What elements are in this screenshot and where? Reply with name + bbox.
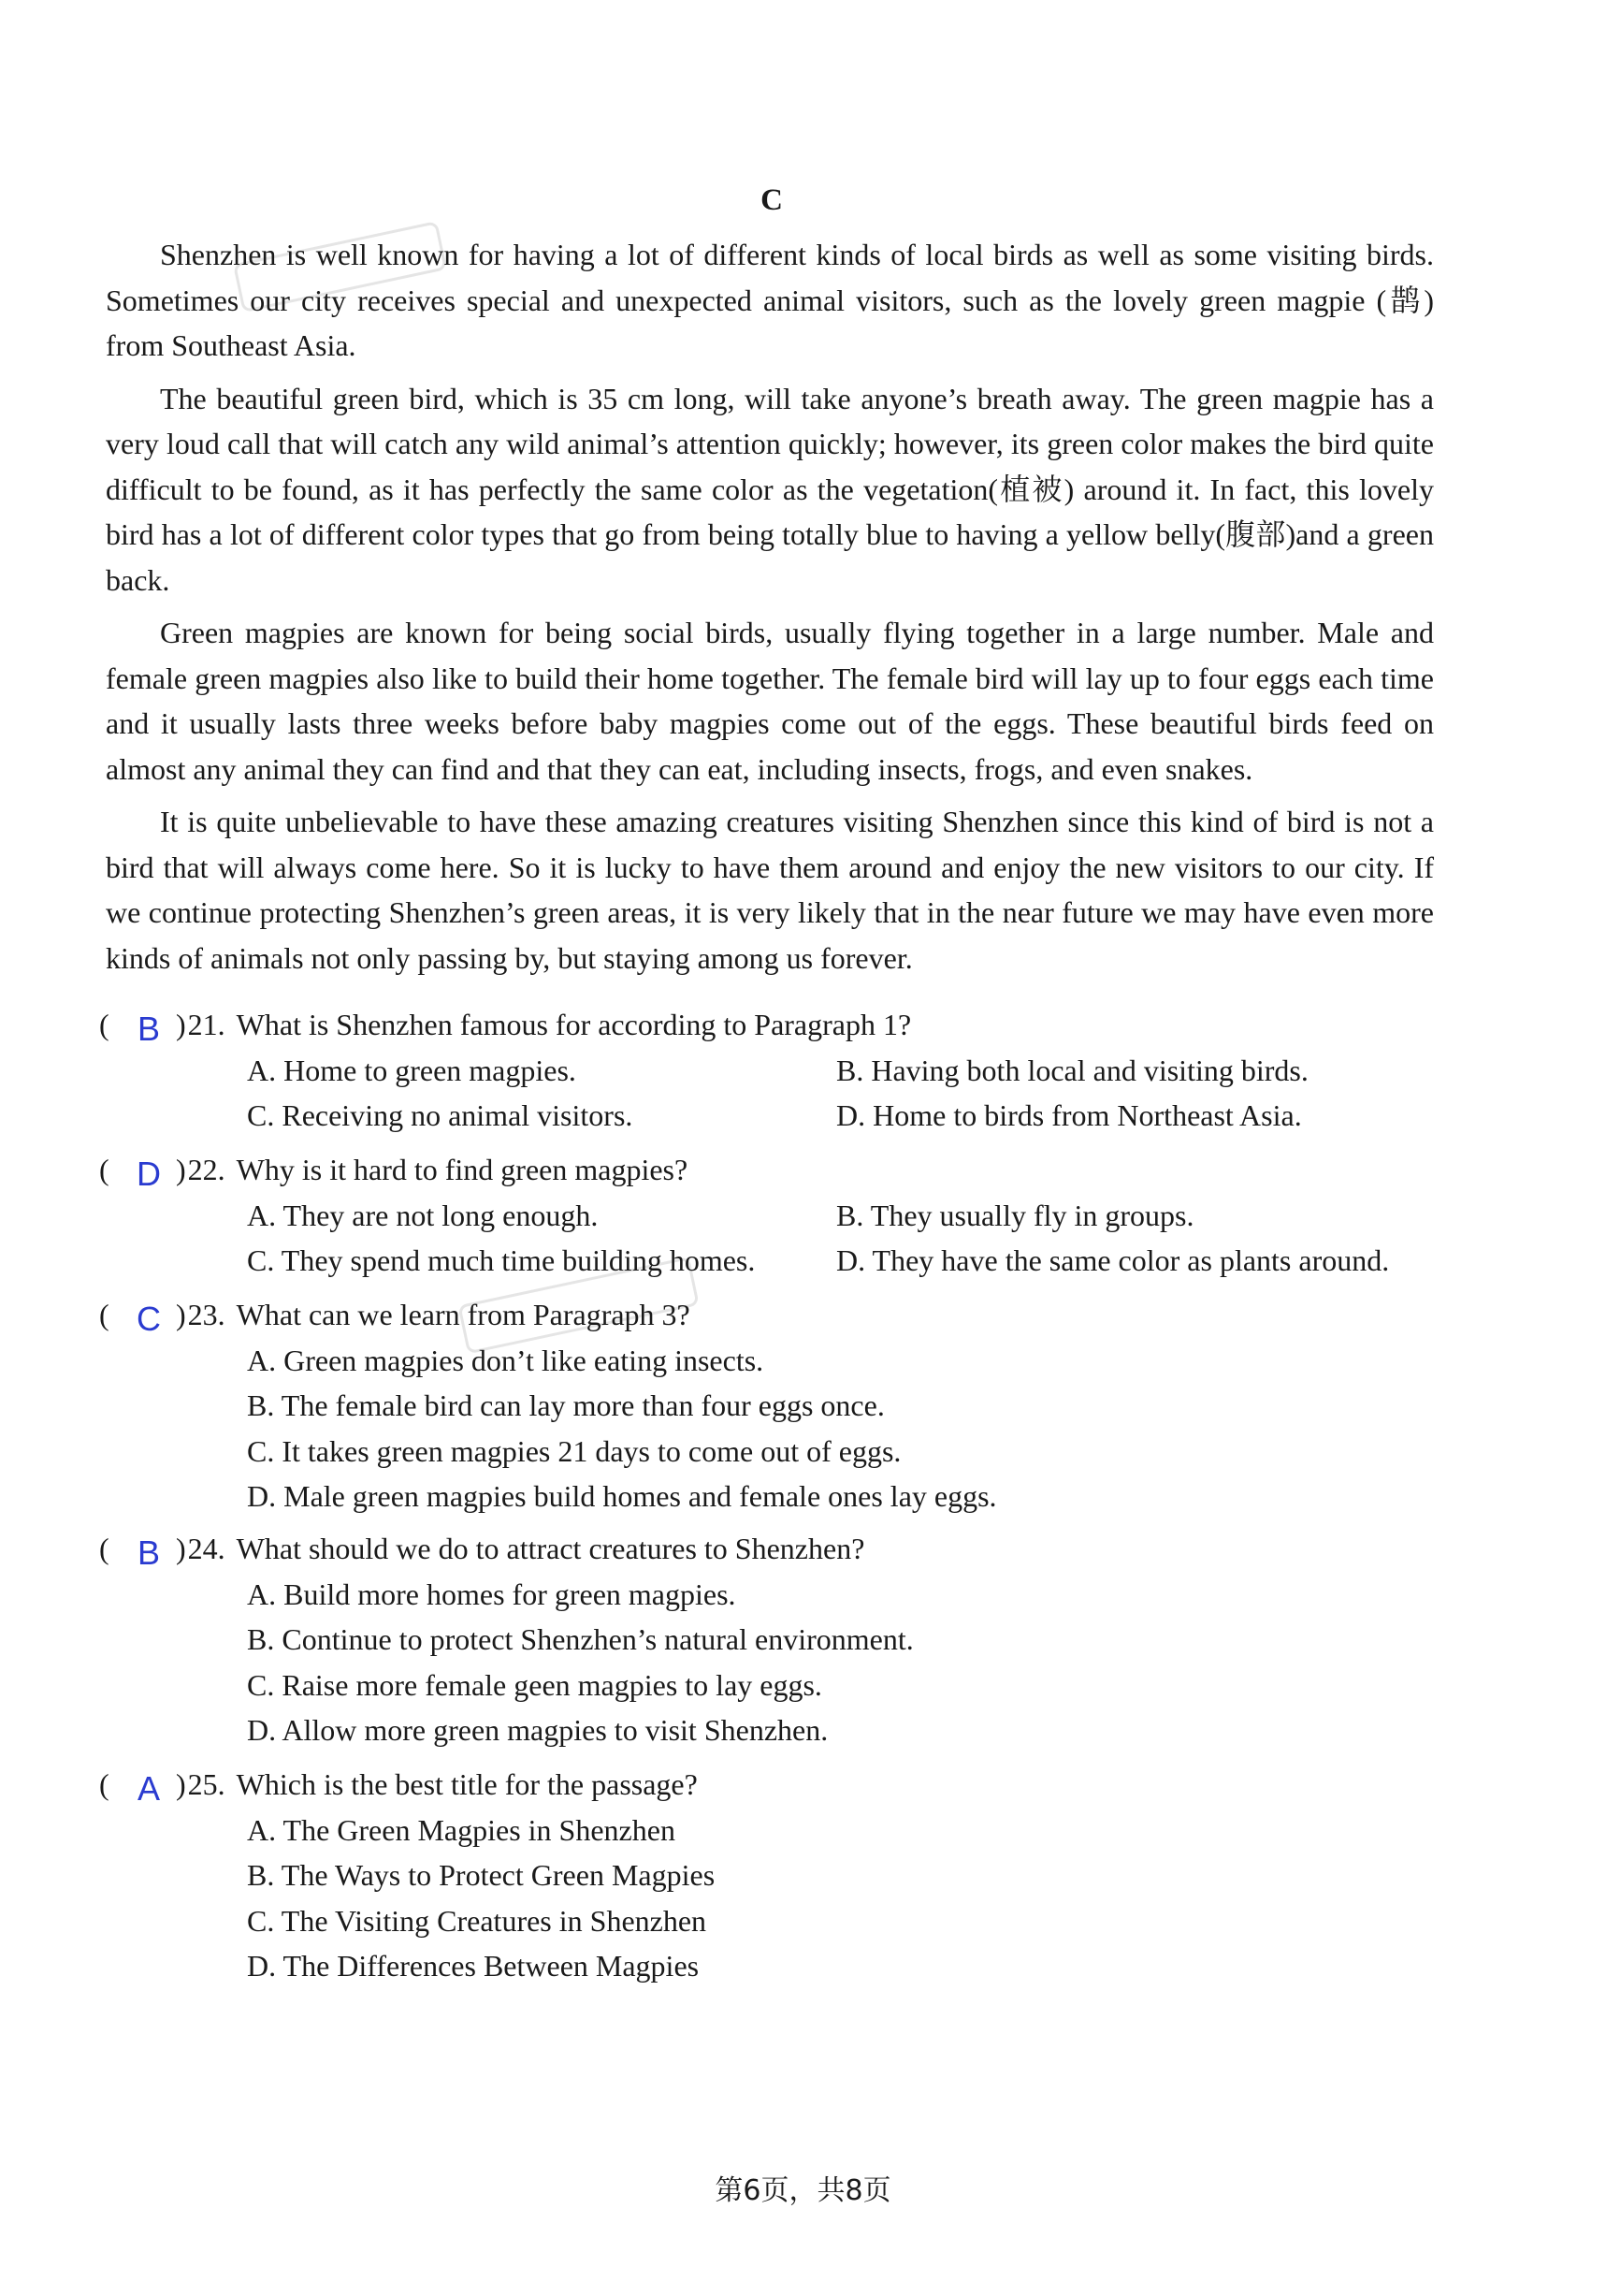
option-b: B. Continue to protect Shenzhen’s natural environment.	[247, 1622, 914, 1656]
paren-open: (	[99, 1532, 109, 1565]
question-stem	[99, 1525, 1446, 1572]
paren-close: )	[176, 1153, 186, 1186]
options	[99, 1338, 1446, 1519]
question-number: 24.	[187, 1532, 225, 1565]
paren-close: )	[176, 1008, 186, 1041]
option-c: C. Receiving no animal visitors.	[247, 1098, 633, 1132]
option-c: C. Raise more female geen magpies to lay eggs.	[247, 1667, 822, 1702]
option-a: A. Build more homes for green magpies.	[247, 1577, 736, 1611]
option-a: A. They are not long enough.	[247, 1198, 599, 1232]
paren-open: (	[99, 1008, 109, 1041]
option-b: B. They usually fly in groups.	[836, 1198, 1194, 1232]
paren-open: (	[99, 1298, 109, 1331]
option-d: D. They have the same color as plants around.	[836, 1243, 1390, 1277]
section-title: C	[760, 183, 783, 217]
option-d: D. Allow more green magpies to visit Shenzhen.	[247, 1713, 829, 1747]
question-text: What is Shenzhen famous for according to Paragraph 1?	[236, 1008, 912, 1041]
answer-mark: D	[137, 1155, 161, 1193]
options	[99, 1193, 1446, 1284]
reading-passage	[106, 232, 1434, 988]
question-text: What can we learn from Paragraph 3?	[236, 1298, 690, 1331]
option-d: D. Home to birds from Northeast Asia.	[836, 1098, 1302, 1132]
question-stem	[99, 1001, 1446, 1048]
option-a: A. The Green Magpies in Shenzhen	[247, 1812, 675, 1847]
answer-mark: A	[137, 1769, 160, 1808]
options	[99, 1572, 1446, 1753]
option-c: C. The Visiting Creatures in Shenzhen	[247, 1903, 707, 1938]
paren-close: )	[176, 1298, 186, 1331]
option-c: C. They spend much time building homes.	[247, 1243, 756, 1277]
question-text: Why is it hard to find green magpies?	[236, 1153, 688, 1186]
option-b: B. Having both local and visiting birds.	[836, 1053, 1309, 1087]
answer-mark: C	[137, 1300, 161, 1338]
options	[99, 1808, 1446, 1989]
question-23	[99, 1291, 1446, 1519]
question-stem	[99, 1146, 1446, 1193]
paren-open: (	[99, 1153, 109, 1186]
option-b: B. The Ways to Protect Green Magpies	[247, 1858, 716, 1892]
question-number: 22.	[187, 1153, 225, 1186]
options	[99, 1048, 1446, 1139]
paragraph-3: Green magpies are known for being social birds, usually flying together in a large number. Male and female green magpies also like to build their home together. The female bird will lay up to four eggs each time and it usually lasts three weeks before baby magpies come out of the eggs. These beautiful birds feed on almost any animal they can find and that they can eat, including insects, frogs, and even snakes.	[106, 616, 1434, 786]
option-a: A. Home to green magpies.	[247, 1053, 576, 1087]
paren-close: )	[176, 1767, 186, 1801]
option-d: D. The Differences Between Magpies	[247, 1949, 700, 1983]
option-a: A. Green magpies don’t like eating insects.	[247, 1343, 764, 1377]
question-stem	[99, 1291, 1446, 1338]
question-number: 25.	[187, 1767, 225, 1801]
paren-close: )	[176, 1532, 186, 1565]
option-b: B. The female bird can lay more than four eggs once.	[247, 1388, 885, 1422]
paragraph-2: The beautiful green bird, which is 35 cm long, will take anyone’s breath away. The green magpie has a very loud call that will catch any wild animal’s attention quickly; however, its green color makes the bird quite difficult to be found, as it has perfectly the same color as the vegetation(植被) around it. In fact, this lovely bird has a lot of different color types that go from being totally blue to having a yellow belly(腹部)and a green back.	[106, 381, 1434, 597]
question-number: 21.	[187, 1008, 225, 1041]
question-number: 23.	[187, 1298, 225, 1331]
question-25	[99, 1761, 1446, 1989]
question-21	[99, 1001, 1446, 1139]
option-c: C. It takes green magpies 21 days to come out of eggs.	[247, 1433, 902, 1468]
answer-mark: B	[137, 1533, 160, 1572]
page-footer: 第6页，共8页	[715, 2174, 891, 2207]
paragraph-4: It is quite unbelievable to have these amazing creatures visiting Shenzhen since this kind of bird is not a bird that will always come here. So it is lucky to have them around and enjoy the new visitors to our city. If we continue protecting Shenzhen’s green areas, it is very likely that in the near future we may have even more kinds of animals not only passing by, but staying among us forever.	[106, 805, 1434, 975]
question-stem	[99, 1761, 1446, 1808]
question-text: Which is the best title for the passage?	[236, 1767, 698, 1801]
question-24	[99, 1525, 1446, 1753]
paragraph-1: Shenzhen is well known for having a lot of different kinds of local birds as well as some visiting birds. Sometimes our city receives special and unexpected animal visitors, such as the lovely green magpie (鹊) from Southeast Asia.	[106, 238, 1435, 362]
question-text: What should we do to attract creatures to Shenzhen?	[236, 1532, 865, 1565]
answer-mark: B	[137, 1010, 160, 1048]
question-22	[99, 1146, 1446, 1284]
paren-open: (	[99, 1767, 109, 1801]
option-d: D. Male green magpies build homes and female ones lay eggs.	[247, 1479, 997, 1513]
